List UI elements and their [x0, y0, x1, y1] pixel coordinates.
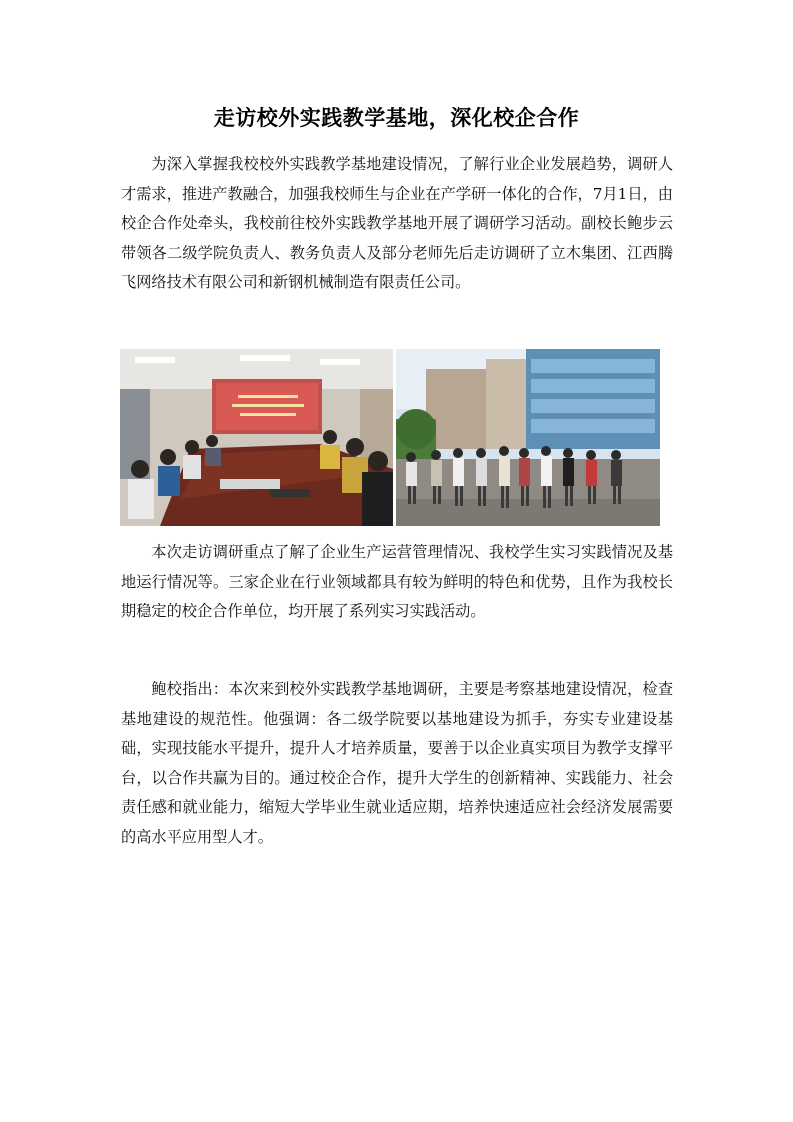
meeting-room-photo: [120, 349, 393, 526]
photo-row: [120, 349, 660, 526]
paragraph-intro: 为深入掌握我校校外实践教学基地建设情况，了解行业企业发展趋势，调研人才需求，推进产教融合，加强我校师生与企业在产学研一体化的合作，7月1日，由校企合作处牵头，我校前往校外实践教学基地开展了调研学习活动。副校长鲍步云带领各二级学院负责人、教务负责人及部分老师先后走访调研了立木集团、江西腾飞网络技术有限公司和新钢机械制造有限责任公司。: [121, 155, 673, 291]
article-title: 走访校外实践教学基地，深化校企合作: [213, 106, 580, 130]
company-building-group-photo: [396, 349, 660, 526]
paragraph-findings: 本次走访调研重点了解了企业生产运营管理情况、我校学生实习实践情况及基地运行情况等。三家企业在行业领域都具有较为鲜明的特色和优势，且作为我校长期稳定的校企合作单位，均开展了系列实习实践活动。: [121, 543, 673, 620]
paragraph-remarks: 鲍校指出：本次来到校外实践教学基地调研，主要是考察基地建设情况，检查基地建设的规范性。他强调：各二级学院要以基地建设为抓手，夯实专业建设基础，实现技能水平提升，提升人才培养质量，要善于以企业真实项目为教学支撑平台，以合作共赢为目的。通过校企合作，提升大学生的创新精神、实践能力、社会责任感和就业能力，缩短大学毕业生就业适应期，培养快速适应社会经济发展需要的高水平应用型人才。: [121, 680, 673, 846]
